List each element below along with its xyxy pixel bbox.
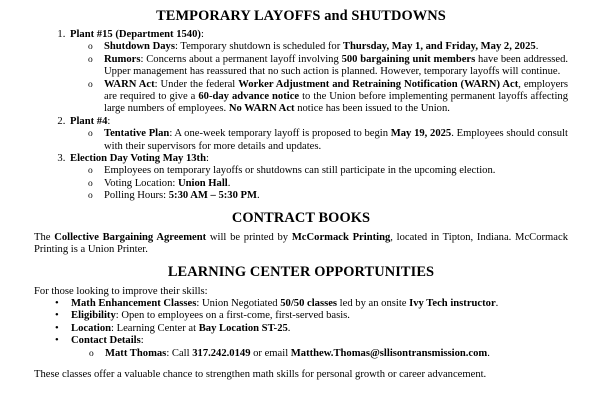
plant-4-heading: Plant #4 xyxy=(70,115,108,127)
contact-email: Matthew.Thomas@sllisontransmission.com xyxy=(290,347,488,359)
election-heading: Election Day Voting May 13th xyxy=(70,153,206,165)
warn-act-item: o WARN Act: Under the federal Worker Adjustment and Retraining Notification (WARN) Act, employers are required to give a 60-day advance notice to the Union before implementing permanent layoffs affecting large numbers of employees. No WARN Act notice has been issued to the Union. xyxy=(104,79,568,116)
contract-books-paragraph: The Collective Bargaining Agreement will be printed by McCormack Printing, located in Tipton, Indiana. McCormack Printing is a Union Printer. xyxy=(34,231,568,256)
learning-list xyxy=(34,298,568,360)
contact-phone: 317.242.0149 xyxy=(192,347,251,359)
tentative-plan-item: o Tentative Plan: A one-week temporary layoff is proposed to begin May 19, 2025. Employees should consult with their supervisors for more details and updates. xyxy=(104,128,568,153)
contact-person-item: o Matt Thomas: Call 317.242.0149 or email Matthew.Thomas@sllisontransmission.com. xyxy=(105,348,568,360)
polling-hours-item: o Polling Hours: 5:30 AM – 5:30 PM. xyxy=(104,190,568,202)
contract-books-heading: CONTRACT BOOKS xyxy=(231,209,371,226)
learning-closing: These classes offer a valuable chance to strengthen math skills for personal growth or career advancement. xyxy=(34,368,487,380)
contact-details-item: • Contact Details: o Matt Thomas: Call 317.242.0149 or email Matthew.Thomas@sllisontransmission.com. xyxy=(71,335,568,360)
plant-15-item: 1. Plant #15 (Department 1540): o Shutdown Days: Temporary shutdown is scheduled for Thursday, May 1, and Friday, May 2, 2025. o Rumors: Concerns about a permanent layoff involving 500 bargaining unit members have been addressed. Upper management has reassured that no such action is planned. However, temporary layoffs will continue. o WARN Act: Under the federal Worker Adjustment and Retraining Notification (WARN) Act, employers are required to give a 60-day advance notice to the Union before implementing permanent layoffs affecting large numbers of employees. No WARN Act notice has been issued to the Union. xyxy=(68,29,568,116)
eligibility-item: • Eligibility: Open to employees on a first-come, first-served basis. xyxy=(71,310,568,322)
plant-15-heading: Plant #15 (Department 1540) xyxy=(70,29,201,40)
shutdown-days-item: o Shutdown Days: Temporary shutdown is scheduled for Thursday, May 1, and Friday, May 2, 2025. xyxy=(104,41,568,53)
plant-4-item: 2. Plant #4: o Tentative Plan: A one-week temporary layoff is proposed to begin May 19, 2025. Employees should consult with their supervisors for more details and updates. xyxy=(68,116,568,153)
math-classes-item: • Math Enhancement Classes: Union Negotiated 50/50 classes led by an onsite Ivy Tech instructor. xyxy=(71,298,568,310)
voting-location-item: o Voting Location: Union Hall. xyxy=(104,178,568,190)
learning-center-heading: LEARNING CENTER OPPORTUNITIES xyxy=(167,263,435,280)
election-participation-item: o Employees on temporary layoffs or shutdowns can still participate in the upcoming election. xyxy=(104,165,568,177)
layoffs-list xyxy=(34,29,568,203)
election-item: 3. Election Day Voting May 13th: o Employees on temporary layoffs or shutdowns can still participate in the upcoming election. o Voting Location: Union Hall. o Polling Hours: 5:30 AM – 5:30 PM. xyxy=(68,153,568,203)
layoffs-heading: TEMPORARY LAYOFFS and SHUTDOWNS xyxy=(156,8,446,24)
location-item: • Location: Learning Center at Bay Location ST-25. xyxy=(71,323,568,335)
learning-intro: For those looking to improve their skills: xyxy=(34,285,208,297)
rumors-item: o Rumors: Concerns about a permanent layoff involving 500 bargaining unit members have been addressed. Upper management has reassured that no such action is planned. However, temporary layoffs will continue. xyxy=(104,54,568,79)
